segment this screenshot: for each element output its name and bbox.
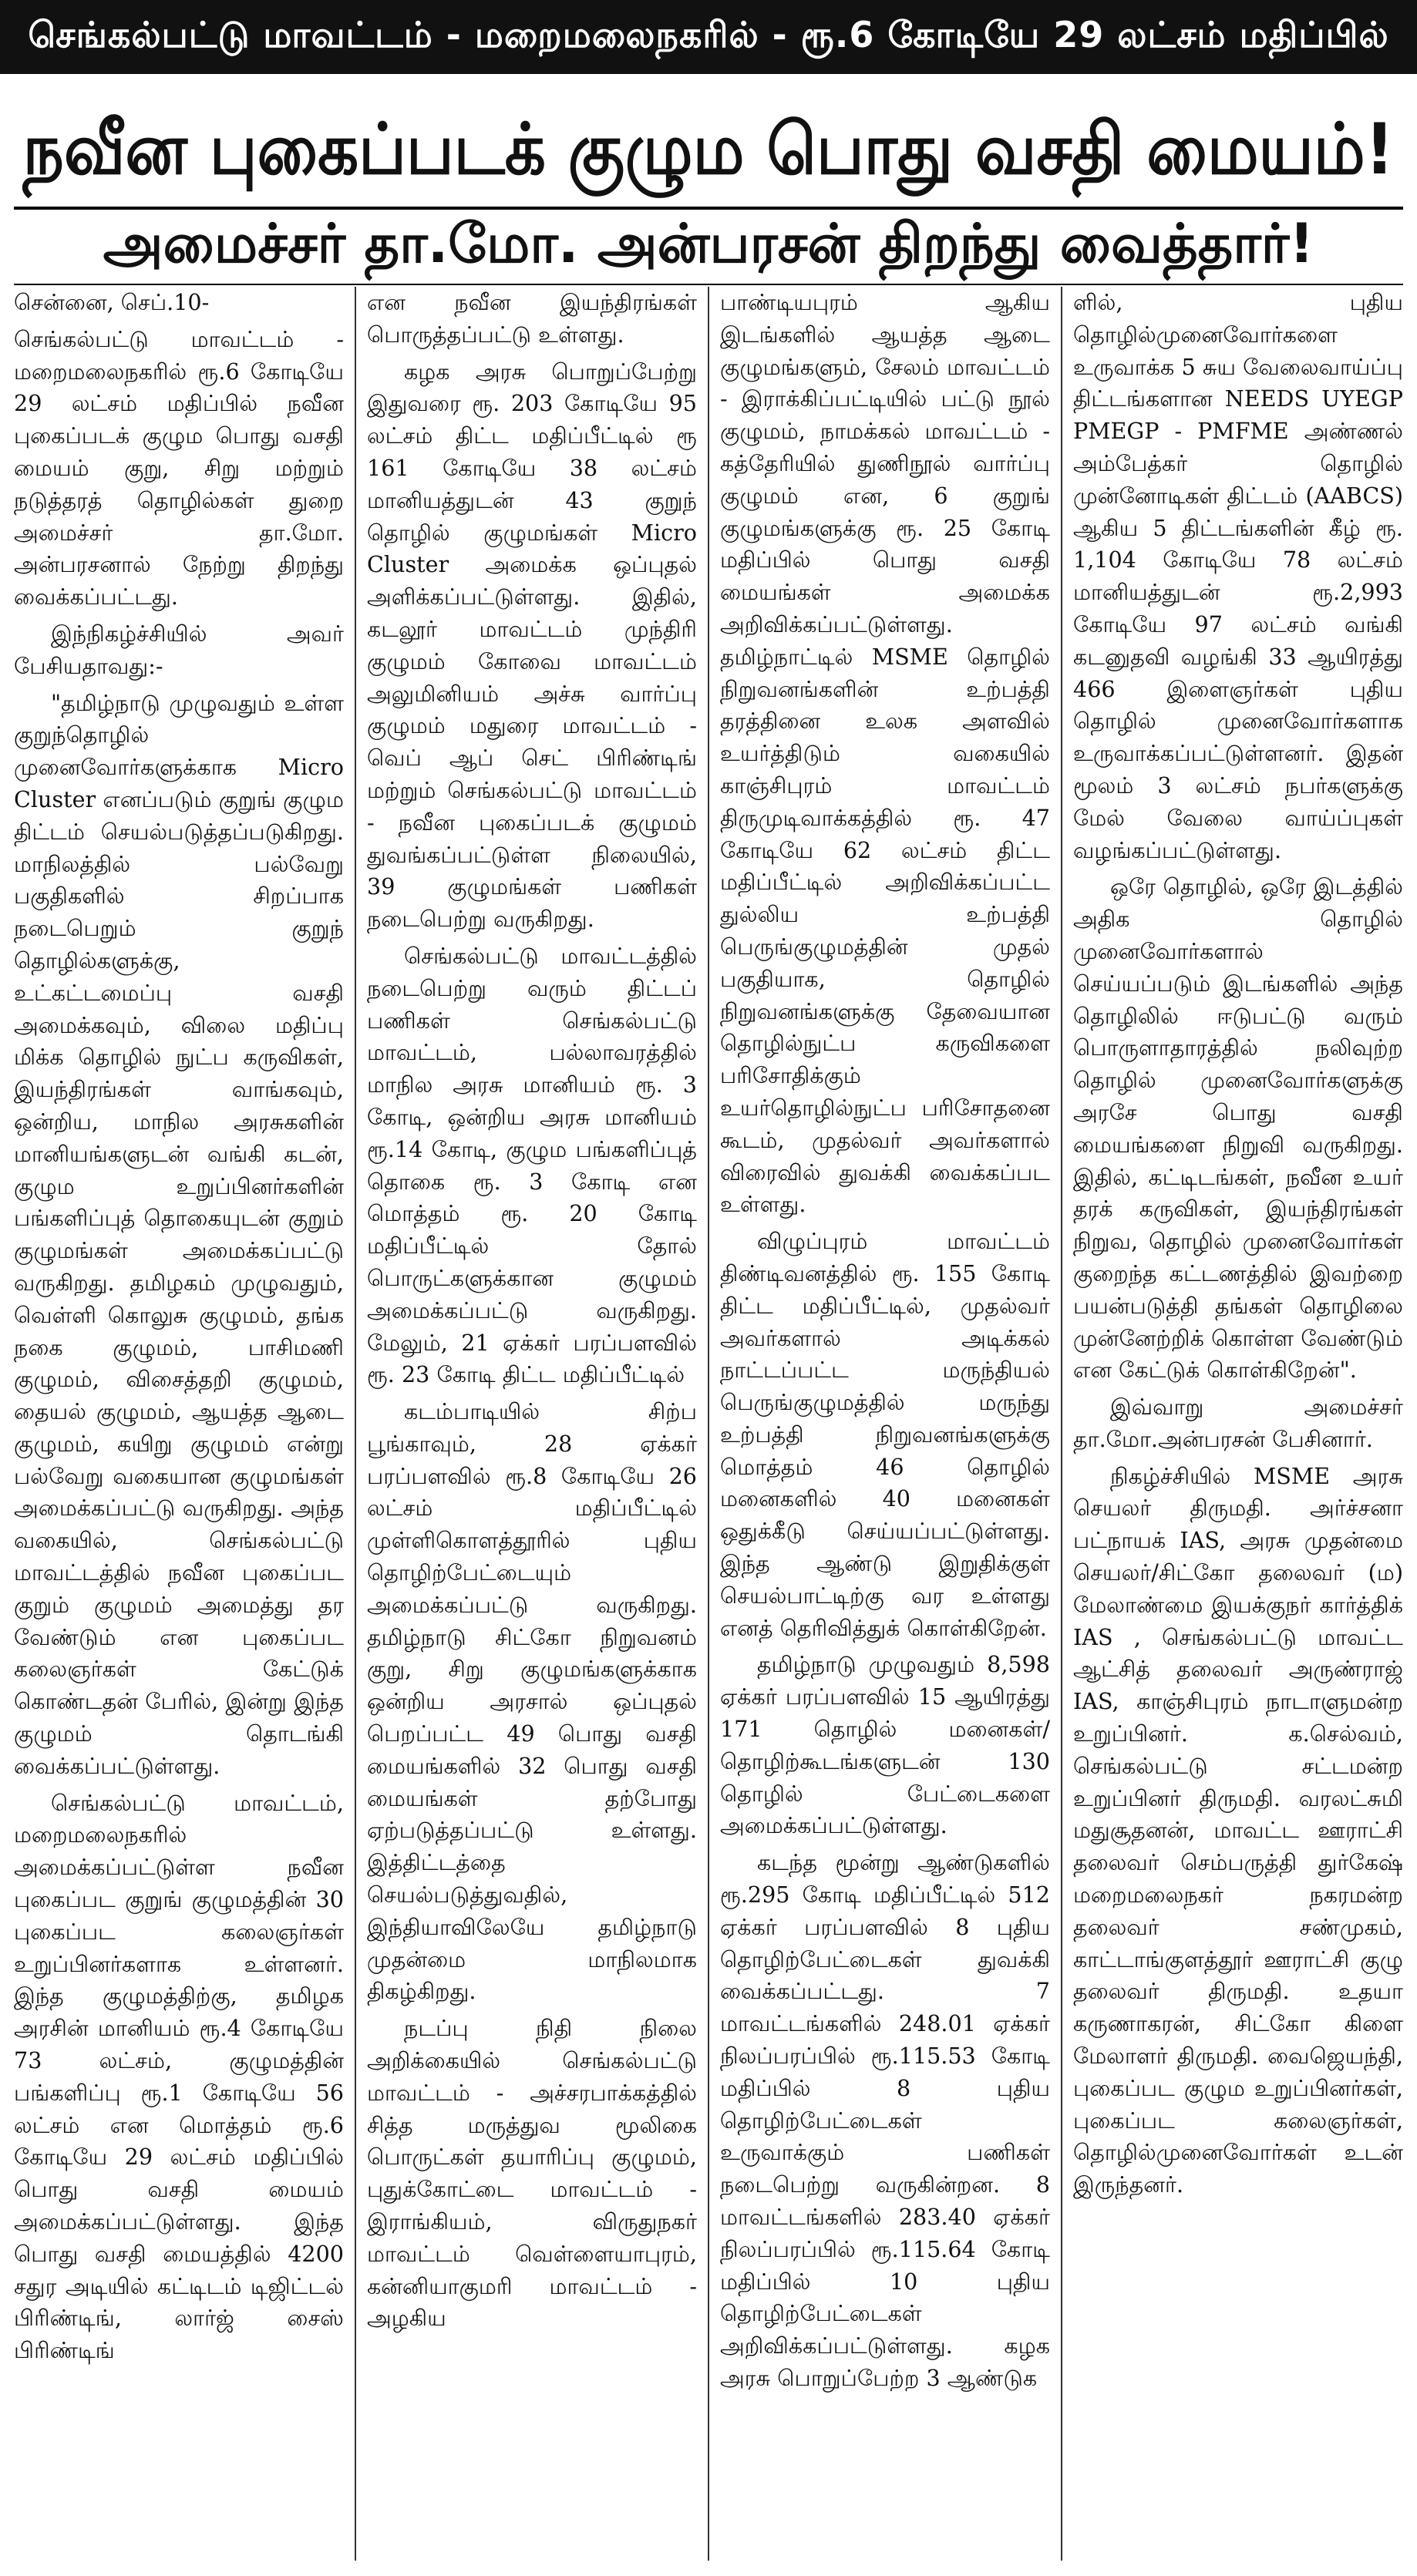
- article-paragraph: நடப்பு நிதி நிலை அறிக்கையில் செங்கல்பட்டு மாவட்டம் - அச்சரபாக்கத்தில் சித்த மருத்துவ மூலிகை பொருட்கள் தயாரிப்பு குழுமம், புதுக்கோட்டை மாவட்டம் - இராங்கியம், விருதுநகர் மாவட்டம் வெள்ளையாபுரம், கன்னியாகுமரி மாவட்டம் - அழகிய: [367, 2015, 697, 2332]
- article-paragraph: கடம்பாடியில் சிற்ப பூங்காவும், 28 ஏக்கர் பரப்பளவில் ரூ.8 கோடியே 26 லட்சம் மதிப்பீட்டில் முள்ளிகொளத்தூரில் புதிய தொழிற்பேட்டையும் அமைக்கப்பட்டு வருகிறது. தமிழ்நாடு சிட்கோ நிறுவனம் குறு, சிறு குழுமங்களுக்காக ஒன்றிய அரசால் ஒப்புதல் பெறப்பட்ட 49 பொது வசதி மையங்களில் 32 பொது வசதி மையங்கள் தற்போது ஏற்படுத்தப்பட்டு உள்ளது. இத்திட்டத்தை செயல்படுத்துவதில், இந்தியாவிலேயே தமிழ்நாடு முதன்மை மாநிலமாக திகழ்கிறது.: [367, 1398, 697, 2005]
- article-paragraph: சென்னை, செப்.10-: [14, 289, 210, 315]
- article-column-1: [14, 287, 355, 2561]
- subheadline-rule: [14, 284, 1403, 285]
- article-column-2: [355, 287, 708, 2561]
- headline: நவீன புகைப்படக் குழும பொது வசதி மையம்!: [22, 107, 1395, 190]
- article-paragraph: தமிழ்நாடு முழுவதும் 8,598 ஏக்கர் பரப்பளவில் 15 ஆயிரத்து 171 தொழில் மனைகள்/தொழிற்கூடங்களுடன் 130 தொழில் பேட்டைகளை அமைக்கப்பட்டுள்ளது.: [720, 1651, 1050, 1839]
- article-paragraph: செங்கல்பட்டு மாவட்டம், மறைமலைநகரில் அமைக்கப்பட்டுள்ள நவீன புகைப்பட குறுங் குழுமத்தின் 30 புகைப்பட கலைஞர்கள் உறுப்பினர்களாக உள்ளனர். இந்த குழுமத்திற்கு, தமிழக அரசின் மானியம் ரூ.4 கோடியே 73 லட்சம், குழுமத்தின் பங்களிப்பு ரூ.1 கோடியே 56 லட்சம் என மொத்தம் ரூ.6 கோடியே 29 லட்சம் மதிப்பில் பொது வசதி மையம் அமைக்கப்பட்டுள்ளது. இந்த பொது வசதி மையத்தில் 4200 சதுர அடியில் கட்டிடம் டிஜிட்டல் பிரிண்டிங், லார்ஜ் சைஸ் பிரிண்டிங்: [14, 1789, 344, 2364]
- article-paragraph: "தமிழ்நாடு முழுவதும் உள்ள குறுந்தொழில் முனைவோர்களுக்காக Micro Cluster எனப்படும் குறுங் குழும திட்டம் செயல்படுத்தப்படுகிறது. மாநிலத்தில் பல்வேறு பகுதிகளில் சிறப்பாக நடைபெறும் குறுந் தொழில்களுக்கு, உட்கட்டமைப்பு வசதி அமைக்கவும், விலை மதிப்பு மிக்க தொழில் நுட்ப கருவிகள், இயந்திரங்கள் வாங்கவும், ஒன்றிய, மாநில அரசுகளின் மானியங்களுடன் வங்கி கடன், குழும உறுப்பினர்களின் பங்களிப்புத் தொகையுடன் குறும் குழுமங்கள் அமைக்கப்பட்டு வருகிறது. தமிழகம் முழுவதும், வெள்ளி கொலுசு குழுமம், தங்க நகை குழுமம், பாசிமணி குழுமம், விசைத்தறி குழுமம், தையல் குழுமம், ஆயத்த ஆடை குழுமம், கயிறு குழுமம் என்று பல்வேறு வகையான குழுமங்கள் அமைக்கப்பட்டு வருகிறது. அந்த வகையில், செங்கல்பட்டு மாவட்டத்தில் நவீன புகைப்பட குறும் குழுமம் அமைத்து தர வேண்டும் என புகைப்பட கலைஞர்கள் கேட்டுக் கொண்டதன் பேரில், இன்று இந்த குழுமம் தொடங்கி வைக்கப்பட்டுள்ளது.: [14, 689, 344, 1779]
- article-column-4: [1061, 287, 1403, 2561]
- article-paragraph: இவ்வாறு அமைச்சர் தா.மோ.அன்பரசன் பேசினார்.: [1073, 1394, 1403, 1452]
- article-paragraph: செங்கல்பட்டு மாவட்டத்தில் நடைபெற்று வரும் திட்டப் பணிகள் செங்கல்பட்டு மாவட்டம், பல்லாவரத்தில் மாநில அரசு மானியம் ரூ. 3 கோடி, ஒன்றிய அரசு மானியம் ரூ.14 கோடி, குழும பங்களிப்புத் தொகை ரூ. 3 கோடி என மொத்தம் ரூ. 20 கோடி மதிப்பீட்டில் தோல் பொருட்களுக்கான குழுமம் அமைக்கப்பட்டு வருகிறது. மேலும், 21 ஏக்கர் பரப்பளவில் ரூ. 23 கோடி திட்ட மதிப்பீட்டில்: [367, 942, 697, 1388]
- article-paragraph: நிகழ்ச்சியில் MSME அரசு செயலர் திருமதி. அர்ச்சனா பட்நாயக் IAS, அரசு முதன்மை செயலர்/சிட்கோ தலைவர் (ம) மேலாண்மை இயக்குநர் கார்த்திக் IAS , செங்கல்பட்டு மாவட்ட ஆட்சித் தலைவர் அருண்ராஜ் IAS, காஞ்சிபுரம் நாடாளுமன்ற உறுப்பினர். க.செல்வம், செங்கல்பட்டு சட்டமன்ற உறுப்பினர் திருமதி. வரலட்சுமி மதுசூதனன், மாவட்ட ஊராட்சி தலைவர் செம்பருத்தி துர்கேஷ் மறைமலைநகர் நகரமன்ற தலைவர் சண்முகம், காட்டாங்குளத்தூர் ஊராட்சி குழு தலைவர் திருமதி. உதயா கருணாகரன், சிட்கோ கிளை மேலாளர் திருமதி. வைஜெயந்தி, புகைப்பட குழும உறுப்பினர்கள், புகைப்பட கலைஞர்கள், தொழில்முனைவோர்கள் உடன் இருந்தனர்.: [1073, 1462, 1403, 2198]
- subheadline: அமைச்சர் தா.மோ. அன்பரசன் திறந்து வைத்தார்!: [103, 211, 1314, 275]
- article-column-3: [708, 287, 1061, 2561]
- article-body: [14, 287, 1403, 2561]
- article-paragraph: பாண்டியபுரம் ஆகிய இடங்களில் ஆயத்த ஆடை குழுமங்களும், சேலம் மாவட்டம் - இராக்கிப்பட்டியில் பட்டு நூல் குழுமம், நாமக்கல் மாவட்டம் - கத்தேரியில் துணிநூல் வார்ப்பு குழுமம் என, 6 குறுங் குழுமங்களுக்கு ரூ. 25 கோடி மதிப்பில் பொது வசதி மையங்கள் அமைக்க அறிவிக்கப்பட்டுள்ளது. தமிழ்நாட்டில் MSME தொழில் நிறுவனங்களின் உற்பத்தி தரத்தினை உலக அளவில் உயர்த்திடும் வகையில் காஞ்சிபுரம் மாவட்டம் திருமுடிவாக்கத்தில் ரூ. 47 கோடியே 62 லட்சம் திட்ட மதிப்பீட்டில் அறிவிக்கப்பட்ட துல்லிய உற்பத்தி பெருங்குழுமத்தின் முதல் பகுதியாக, தொழில் நிறுவனங்களுக்கு தேவையான தொழில்நுட்ப கருவிகளை பரிசோதிக்கும் உயர்தொழில்நுட்ப பரிசோதனை கூடம், முதல்வர் அவர்களால் விரைவில் துவக்கி வைக்கப்பட உள்ளது.: [720, 289, 1050, 1218]
- article-paragraph: கடந்த மூன்று ஆண்டுகளில் ரூ.295 கோடி மதிப்பீட்டில் 512 ஏக்கர் பரப்பளவில் 8 புதிய தொழிற்பேட்டைகள் துவக்கி வைக்கப்பட்டது. 7 மாவட்டங்களில் 248.01 ஏக்கர் நிலப்பரப்பில் ரூ.115.53 கோடி மதிப்பில் 8 புதிய தொழிற்பேட்டைகள் உருவாக்கும் பணிகள் நடைபெற்று வருகின்றன. 8 மாவட்டங்களில் 283.40 ஏக்கர் நிலப்பரப்பில் ரூ.115.64 கோடி மதிப்பில் 10 புதிய தொழிற்பேட்டைகள் அறிவிக்கப்பட்டுள்ளது. கழக அரசு பொறுப்பேற்ற 3 ஆண்டுக: [720, 1849, 1050, 2391]
- article-paragraph: என நவீன இயந்திரங்கள் பொருத்தப்பட்டு உள்ளது.: [367, 289, 697, 348]
- article-paragraph: ஒரே தொழில், ஒரே இடத்தில் அதிக தொழில் முனைவோர்களால் செய்யப்படும் இடங்களில் அந்த தொழிலில் ஈடுபட்டு வரும் பொருளாதாரத்தில் நலிவுற்ற தொழில் முனைவோர்களுக்கு அரசே பொது வசதி மையங்களை நிறுவி வருகிறது. இதில், கட்டிடங்கள், நவீன உயர் தரக் கருவிகள், இயந்திரங்கள் நிறுவ, தொழில் முனைவோர்கள் குறைந்த கட்டணத்தில் இவற்றை பயன்படுத்தி தங்கள் தொழிலை முன்னேற்றிக் கொள்ள வேண்டும் என கேட்டுக் கொள்கிறேன்".: [1073, 873, 1403, 1384]
- article-paragraph: கழக அரசு பொறுப்பேற்று இதுவரை ரூ. 203 கோடியே 95 லட்சம் திட்ட மதிப்பீட்டில் ரூ 161 கோடியே 38 லட்சம் மானியத்துடன் 43 குறுந் தொழில் குழுமங்கள் Micro Cluster அமைக்க ஒப்புதல் அளிக்கப்பட்டுள்ளது. இதில், கடலூர் மாவட்டம் முந்திரி குழுமம் கோவை மாவட்டம் அலுமினியம் அச்சு வார்ப்பு குழுமம் மதுரை மாவட்டம் - வெப் ஆப் செட் பிரிண்டிங் மற்றும் செங்கல்பட்டு மாவட்டம் - நவீன புகைப்படக் குழுமம் துவங்கப்பட்டுள்ள நிலையில், 39 குழுமங்கள் பணிகள் நடைபெற்று வருகிறது.: [367, 358, 697, 933]
- article-paragraph: விழுப்புரம் மாவட்டம் திண்டிவனத்தில் ரூ. 155 கோடி திட்ட மதிப்பீட்டில், முதல்வர் அவர்களால் அடிக்கல் நாட்டப்பட்ட மருந்தியல் பெருங்குழுமத்தில் மருந்து உற்பத்தி நிறுவனங்களுக்கு மொத்தம் 46 தொழில் மனைகளில் 40 மனைகள் ஒதுக்கீடு செய்யப்பட்டுள்ளது. இந்த ஆண்டு இறுதிக்குள் செயல்பாட்டிற்கு வர உள்ளது எனத் தெரிவித்துக் கொள்கிறேன்.: [720, 1228, 1050, 1641]
- kicker-banner: செங்கல்பட்டு மாவட்டம் - மறைமலைநகரில் - ரூ.6 கோடியே 29 லட்சம் மதிப்பில்: [0, 0, 1417, 74]
- article-paragraph: இந்நிகழ்ச்சியில் அவர் பேசியதாவது:-: [14, 620, 344, 679]
- article-paragraph: ளில், புதிய தொழில்முனைவோர்களை உருவாக்க 5 சுய வேலைவாய்ப்பு திட்டங்களான NEEDS UYEGP PMEGP - PMFME அண்ணல் அம்பேத்கர் தொழில் முன்னோடிகள் திட்டம் (AABCS) ஆகிய 5 திட்டங்களின் கீழ் ரூ. 1,104 கோடியே 78 லட்சம் மானியத்துடன் ரூ.2,993 கோடியே 97 லட்சம் வங்கி கடனுதவி வழங்கி 33 ஆயிரத்து 466 இளைஞர்கள் புதிய தொழில் முனைவோர்களாக உருவாக்கப்பட்டுள்ளனர். இதன் மூலம் 3 லட்சம் நபர்களுக்கு மேல் வேலை வாய்ப்புகள் வழங்கப்பட்டுள்ளது.: [1073, 289, 1403, 863]
- article-paragraph: செங்கல்பட்டு மாவட்டம் - மறைமலைநகரில் ரூ.6 கோடியே 29 லட்சம் மதிப்பில் நவீன புகைப்படக் குழும பொது வசதி மையம் குறு, சிறு மற்றும் நடுத்தரத் தொழில்கள் துறை அமைச்சர் தா.மோ. அன்பரசனால் நேற்று திறந்து வைக்கப்பட்டது.: [14, 325, 344, 610]
